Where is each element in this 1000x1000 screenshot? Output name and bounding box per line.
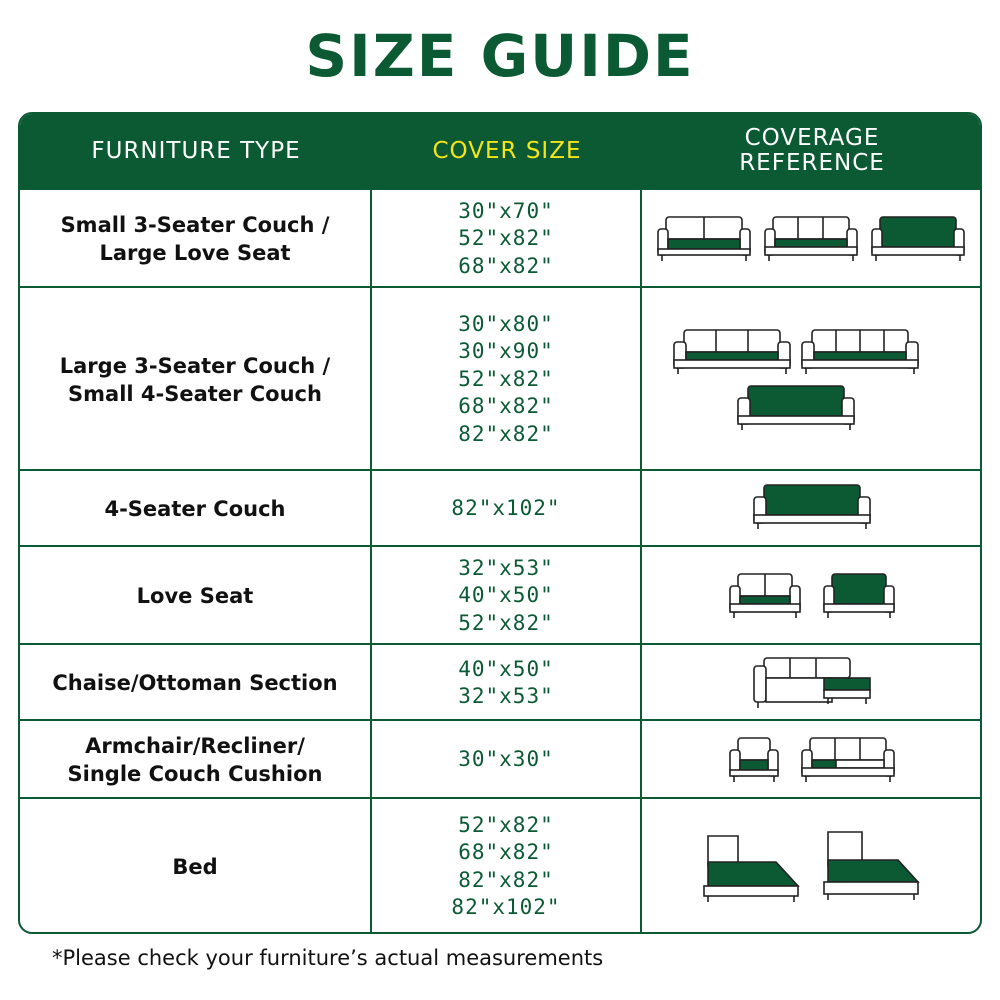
cover-size-cell — [372, 547, 642, 645]
cover-size-value: 82"x102" — [451, 895, 561, 919]
loveseat-icon — [730, 574, 800, 618]
cover-size-cell — [372, 721, 642, 799]
table-row — [20, 643, 980, 721]
cover-size-cell — [372, 190, 642, 288]
sofa-icon — [802, 738, 894, 782]
cover-size-value: 52"x82" — [458, 812, 554, 837]
header-coverage-line1: COVERAGE — [744, 125, 880, 151]
table-row — [20, 545, 980, 645]
cover-size-value: 68"x82" — [458, 394, 554, 419]
table-row — [20, 188, 980, 288]
cover-size-value: 30"x30" — [458, 747, 554, 772]
coverage-reference-cell — [642, 190, 982, 288]
coverage-icons — [642, 722, 982, 798]
bed-icon — [704, 836, 798, 902]
footnote: *Please check your furniture’s actual measurements — [52, 946, 604, 970]
cover-size-value: 40"x50" — [458, 583, 554, 608]
cover-size-value: 82"x82" — [458, 421, 554, 446]
furniture-type-cell — [20, 288, 372, 471]
furniture-type-line: Chaise/Ottoman Section — [52, 671, 338, 695]
sofa-icon — [872, 217, 964, 261]
table-row — [20, 469, 980, 547]
sofa-icon — [658, 217, 750, 261]
cover-size-value: 30"x90" — [458, 339, 554, 364]
cover-size-value: 32"x53" — [458, 684, 554, 708]
furniture-type-line: Large 3-Seater Couch / — [59, 353, 331, 378]
furniture-type-line: 4-Seater Couch — [104, 497, 286, 521]
furniture-type-cell — [20, 645, 372, 721]
sofa-icon — [765, 217, 857, 261]
furniture-type-line: Armchair/Recliner/ — [85, 734, 305, 758]
cover-size-value: 30"x80" — [458, 311, 554, 336]
table-row — [20, 719, 980, 799]
furniture-type-line: Love Seat — [136, 584, 254, 608]
cover-size-value: 52"x82" — [458, 366, 554, 391]
furniture-type-cell — [20, 471, 372, 547]
cover-size-value: 52"x82" — [458, 610, 554, 635]
furniture-type-line: Large Love Seat — [99, 241, 291, 265]
cover-size-cell — [372, 645, 642, 721]
cover-size-value: 82"x102" — [451, 496, 561, 521]
coverage-icons — [642, 802, 982, 932]
header-cover-size: COVER SIZE — [432, 137, 582, 164]
header-coverage-reference — [642, 114, 982, 188]
cover-size-cell — [372, 471, 642, 547]
coverage-reference-cell — [642, 471, 982, 547]
coverage-icons — [642, 548, 982, 644]
table-row — [20, 286, 980, 471]
armchair-icon — [730, 738, 778, 782]
furniture-type-cell — [20, 547, 372, 645]
cover-size-value: 32"x53" — [458, 555, 554, 580]
furniture-type-cell — [20, 799, 372, 934]
sofa-icon — [802, 330, 918, 374]
coverage-reference-cell — [642, 288, 982, 471]
bed-icon — [824, 832, 918, 900]
coverage-reference-cell — [642, 721, 982, 799]
header-furniture-type: FURNITURE TYPE — [91, 137, 301, 164]
table-header — [20, 114, 980, 188]
cover-size-value: 68"x82" — [458, 253, 554, 278]
furniture-type-line: Single Couch Cushion — [67, 762, 323, 786]
loveseat-icon — [824, 574, 894, 618]
sofa-icon — [754, 485, 870, 529]
cover-size-value: 40"x50" — [458, 656, 554, 681]
page-title: SIZE GUIDE — [305, 22, 695, 90]
table-row — [20, 797, 980, 934]
coverage-reference-cell — [642, 799, 982, 934]
sectional-sofa-icon — [754, 658, 870, 708]
furniture-type-line: Bed — [172, 854, 218, 879]
coverage-icons — [642, 646, 982, 720]
cover-size-cell — [372, 288, 642, 471]
furniture-type-line: Small 3-Seater Couch / — [60, 213, 330, 237]
furniture-type-cell — [20, 721, 372, 799]
coverage-reference-cell — [642, 547, 982, 645]
cover-size-cell — [372, 799, 642, 934]
coverage-icons — [642, 290, 982, 470]
cover-size-value: 30"x70" — [458, 198, 554, 223]
furniture-type-line: Small 4-Seater Couch — [68, 381, 322, 406]
size-guide-table — [18, 112, 982, 934]
header-coverage-line2: REFERENCE — [739, 150, 885, 176]
coverage-icons — [642, 191, 982, 287]
sofa-icon — [738, 386, 854, 430]
sofa-icon — [674, 330, 790, 374]
coverage-reference-cell — [642, 645, 982, 721]
furniture-type-cell — [20, 190, 372, 288]
cover-size-value: 82"x82" — [458, 867, 554, 892]
coverage-icons — [642, 473, 982, 545]
cover-size-value: 52"x82" — [458, 226, 554, 251]
cover-size-value: 68"x82" — [458, 840, 554, 864]
